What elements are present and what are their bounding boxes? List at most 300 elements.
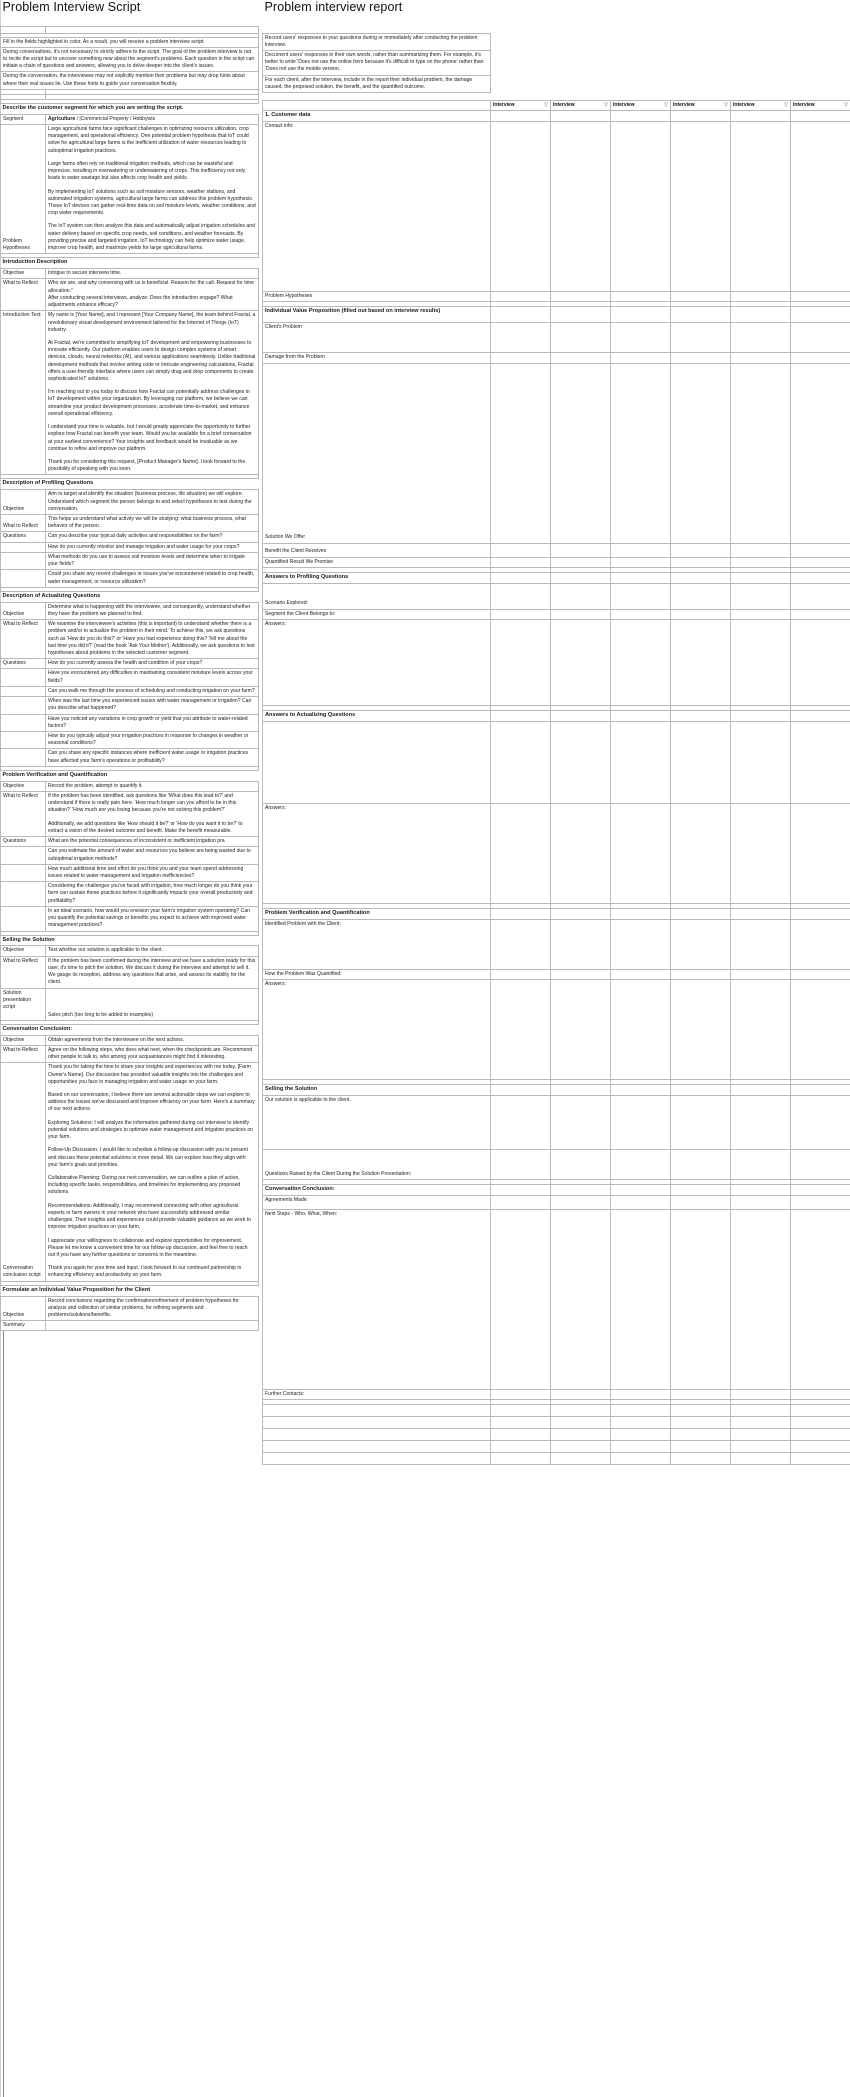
- interview-answer-cell[interactable]: [611, 572, 671, 583]
- interview-answer-cell[interactable]: [791, 1184, 850, 1195]
- interview-answer-cell[interactable]: [491, 1209, 551, 1389]
- interview-answer-cell[interactable]: [611, 1441, 671, 1453]
- interview-answer-cell[interactable]: [611, 1429, 671, 1441]
- right-section-heading: 1. Customer data: [263, 111, 491, 122]
- interview-answer-cell[interactable]: [491, 721, 551, 803]
- interview-answer-cell[interactable]: [791, 1453, 850, 1465]
- row-value[interactable]: Sales pitch (too long to be added to examples): [46, 988, 259, 1020]
- interview-answer-cell[interactable]: [551, 1389, 611, 1399]
- row-value[interactable]: Can you estimate the amount of water and resources you believe are being wasted due to suboptimal irrigation methods?: [46, 847, 259, 864]
- interview-answer-cell[interactable]: [611, 307, 671, 323]
- interview-answer-cell[interactable]: [611, 1084, 671, 1095]
- sheet-row: [1, 1296, 259, 1321]
- interview-answer-cell[interactable]: [731, 543, 791, 557]
- interview-answer-cell[interactable]: [491, 572, 551, 583]
- left-intro-text: Fill in the fields highlighted in color. As a result, you will receive a problem interview script.: [1, 37, 259, 47]
- interview-answer-cell[interactable]: [491, 1453, 551, 1465]
- row-value[interactable]: Agriculture / |Commercial Property / Hobbyists: [46, 114, 259, 124]
- interview-answer-cell[interactable]: [491, 323, 551, 353]
- interview-answer-cell[interactable]: [491, 1405, 551, 1417]
- interview-answer-cell[interactable]: [791, 1429, 850, 1441]
- interview-answer-cell[interactable]: [731, 1417, 791, 1429]
- interview-answer-cell[interactable]: [791, 1149, 850, 1179]
- row-label: What to Reflect: [1, 515, 46, 532]
- interview-answer-cell[interactable]: [731, 572, 791, 583]
- empty-cell: [551, 0, 611, 26]
- row-value[interactable]: Large agricultural farms face significant challenges in optimizing resource utilization, crop management, and operational efficiency. One potential problem hypothesis that IoT could solve for agricultural large farms is the inefficient utilization of water resources leading to suboptimal irrigation practices. Large farms often rely on traditional irrigation methods, which can be wasteful and imprecise, resulting in overwatering or underwatering of crops. This inefficiency not only leads to water wastage but also affects crop health and yields. By implementing IoT solutions such as soil moisture sensors, weather stations, and automated irrigation systems, agricultural large farms can address this problem hypothesis. These IoT devices can gather real-time data on soil moisture levels, weather conditions, and crop water requirements. The IoT system can then analyze this data and automatically adjust irrigation schedules and water delivery based on specific crop needs, soil conditions, and weather forecasts. By providing precise and targeted irrigation, IoT technology can help optimize water usage, improve crop health, and maximize yields for large agricultural farms.: [46, 124, 259, 253]
- filter-icon[interactable]: ▽: [664, 101, 668, 108]
- interview-answer-cell[interactable]: [491, 609, 551, 619]
- interview-answer-cell[interactable]: [491, 1084, 551, 1095]
- interview-answer-cell[interactable]: [551, 122, 611, 292]
- interview-answer-cell[interactable]: [791, 307, 850, 323]
- row-value[interactable]: Can you share any specific instances where inefficient water usage or irrigation practices have affected your farm's operations or profitability?: [46, 749, 259, 766]
- interview-answer-cell[interactable]: [611, 1405, 671, 1417]
- interview-answer-cell[interactable]: [791, 363, 850, 543]
- interview-answer-cell[interactable]: [671, 1429, 731, 1441]
- right-sheet-row: [263, 1095, 850, 1149]
- interview-answer-cell[interactable]: [731, 619, 791, 705]
- interview-answer-cell[interactable]: [731, 122, 791, 292]
- interview-answer-cell[interactable]: [551, 1184, 611, 1195]
- right-row-label: Contact info:: [263, 122, 491, 292]
- sheet-row: [1, 311, 259, 475]
- row-value[interactable]: In an ideal scenario, how would you envision your farm's irrigation system operating? Can you quantify the potential savings or benefits you expect to achieve with improved water management practices?: [46, 906, 259, 931]
- row-value[interactable]: If the problem has been identified, ask questions like 'What does this lead to?' and understand if there is really pain here. 'How much longer can you afford to be in this situation?' 'How much are you losing because you're not solving this problem?' Additionally, we add questions like 'How should it be?' or 'How do you want it to be?' to extract a vision of the desired outcome and benefit. Make the benefit measurable.: [46, 792, 259, 837]
- interview-answer-cell[interactable]: [611, 1195, 671, 1209]
- section-heading-row: [1, 591, 259, 602]
- interview-column-header[interactable]: [671, 101, 731, 111]
- interview-answer-cell[interactable]: [611, 919, 671, 969]
- interview-answer-cell[interactable]: [611, 969, 671, 979]
- row-value[interactable]: This helps us understand what activity we will be studying: what business process, what behavior of the person.: [46, 515, 259, 532]
- interview-answer-cell[interactable]: [551, 609, 611, 619]
- interview-answer-cell[interactable]: [671, 111, 731, 122]
- right-section-heading: Individual Value Proposition (filled out based on interview results): [263, 307, 491, 323]
- section-heading: Conversation Conclusion:: [1, 1024, 259, 1035]
- interview-answer-cell[interactable]: [551, 1405, 611, 1417]
- row-label: Objective: [1, 1035, 46, 1045]
- empty-cell: [671, 75, 731, 92]
- interview-answer-cell[interactable]: [791, 292, 850, 302]
- interview-answer-cell[interactable]: [491, 1389, 551, 1399]
- row-label: [1, 732, 46, 749]
- interview-answer-cell[interactable]: [731, 1084, 791, 1095]
- interview-answer-cell[interactable]: [611, 979, 671, 1079]
- interview-answer-cell[interactable]: [611, 111, 671, 122]
- interview-answer-cell[interactable]: [791, 323, 850, 353]
- interview-answer-cell[interactable]: [491, 583, 551, 609]
- interview-answer-cell[interactable]: [671, 557, 731, 567]
- left-intro-row: [1, 47, 259, 72]
- interview-answer-cell[interactable]: [731, 1441, 791, 1453]
- interview-answer-cell[interactable]: [791, 557, 850, 567]
- interview-answer-cell[interactable]: [791, 803, 850, 903]
- interview-answer-cell[interactable]: [671, 710, 731, 721]
- interview-answer-cell[interactable]: [611, 710, 671, 721]
- interview-answer-cell[interactable]: [551, 353, 611, 363]
- section-heading-row: [1, 258, 259, 269]
- right-row-label: Benefit the Client Receives: [263, 543, 491, 557]
- interview-answer-cell[interactable]: [611, 557, 671, 567]
- interview-answer-cell[interactable]: [551, 572, 611, 583]
- row-value[interactable]: What are the potential consequences of inconsistent or inefficient irrigation pra: [46, 837, 259, 847]
- interview-answer-cell[interactable]: [611, 1417, 671, 1429]
- interview-answer-cell[interactable]: [671, 1184, 731, 1195]
- interview-answer-cell[interactable]: [791, 1389, 850, 1399]
- interview-answer-cell[interactable]: [551, 1441, 611, 1453]
- interview-answer-cell[interactable]: [551, 1084, 611, 1095]
- sheet-row: [1, 686, 259, 696]
- interview-answer-cell[interactable]: [551, 721, 611, 803]
- interview-answer-cell[interactable]: [731, 1453, 791, 1465]
- interview-answer-cell[interactable]: [551, 583, 611, 609]
- interview-answer-cell[interactable]: [551, 1149, 611, 1179]
- interview-answer-cell[interactable]: [731, 1209, 791, 1389]
- interview-answer-cell[interactable]: [551, 908, 611, 919]
- left-page-title: Problem Interview Script: [1, 0, 259, 26]
- interview-answer-cell[interactable]: [731, 583, 791, 609]
- interview-answer-cell[interactable]: [671, 363, 731, 543]
- row-value[interactable]: What methods do you use to assess soil moisture levels and determine when to irrigate your fields?: [46, 552, 259, 569]
- empty-cell: [611, 93, 671, 101]
- interview-answer-cell[interactable]: [551, 557, 611, 567]
- interview-answer-cell[interactable]: [671, 721, 731, 803]
- sheet-row: [1, 602, 259, 619]
- interview-answer-cell[interactable]: [791, 919, 850, 969]
- right-row-label: Damage from the Problem: [263, 353, 491, 363]
- interview-answer-cell[interactable]: [491, 353, 551, 363]
- row-value[interactable]: Record conclusions regarding the confirmation/refinement of problem hypotheses for analysis and collection of similar problems, for refining segments and problems/solutions/benefits.: [46, 1296, 259, 1321]
- interview-answer-cell[interactable]: [791, 1195, 850, 1209]
- row-value[interactable]: Can you walk me through the process of scheduling and conducting irrigation on your farm?: [46, 686, 259, 696]
- row-label: Conversation conclusion script: [1, 1063, 46, 1281]
- interview-answer-cell[interactable]: [791, 111, 850, 122]
- interview-answer-cell[interactable]: [791, 1084, 850, 1095]
- empty-cell: [491, 0, 551, 26]
- right-sheet-row: [263, 583, 850, 609]
- empty-cell: [671, 0, 731, 26]
- interview-answer-cell[interactable]: [551, 1429, 611, 1441]
- interview-answer-cell[interactable]: [791, 1417, 850, 1429]
- row-value[interactable]: Can you describe your typical daily activities and responsibilities on the farm?: [46, 532, 259, 542]
- interview-answer-cell[interactable]: [491, 1149, 551, 1179]
- interview-answer-cell[interactable]: [731, 908, 791, 919]
- interview-answer-cell[interactable]: [551, 1417, 611, 1429]
- interview-answer-cell[interactable]: [551, 803, 611, 903]
- interview-answer-cell[interactable]: [671, 323, 731, 353]
- interview-answer-cell[interactable]: [671, 1084, 731, 1095]
- interview-answer-cell[interactable]: [731, 323, 791, 353]
- interview-answer-cell[interactable]: [551, 363, 611, 543]
- interview-column-header[interactable]: [611, 101, 671, 111]
- filter-icon[interactable]: ▽: [844, 101, 848, 108]
- right-intro-row: [263, 33, 850, 50]
- interview-answer-cell[interactable]: [671, 292, 731, 302]
- interview-answer-cell[interactable]: [671, 572, 731, 583]
- row-value[interactable]: How do you currently monitor and manage irrigation and water usage for your crops?: [46, 542, 259, 552]
- interview-answer-cell[interactable]: [791, 353, 850, 363]
- row-value[interactable]: How do you typically adjust your irrigation practices in response to changes in weather or seasonal conditions?: [46, 732, 259, 749]
- interview-answer-cell[interactable]: [551, 111, 611, 122]
- row-value[interactable]: [46, 1321, 259, 1331]
- interview-answer-cell[interactable]: [791, 1441, 850, 1453]
- interview-answer-cell[interactable]: [611, 1453, 671, 1465]
- interview-answer-cell[interactable]: [491, 908, 551, 919]
- row-value[interactable]: Record the problem, attempt to quantify it.: [46, 781, 259, 791]
- interview-answer-cell[interactable]: [791, 969, 850, 979]
- row-value[interactable]: How much additional time and effort do you think you and your team spend addressing issues related to water management and irrigation inefficiencies?: [46, 864, 259, 881]
- interview-answer-cell[interactable]: [791, 1405, 850, 1417]
- right-tail-row: [263, 1405, 850, 1417]
- interview-answer-cell[interactable]: [491, 969, 551, 979]
- row-value[interactable]: Test whether our solution is applicable to the client.: [46, 946, 259, 956]
- row-value[interactable]: Obtain agreements from the interviewee on the next actions.: [46, 1035, 259, 1045]
- right-sheet-row: [263, 969, 850, 979]
- interview-answer-cell[interactable]: [611, 122, 671, 292]
- interview-answer-cell[interactable]: [551, 1195, 611, 1209]
- sheet-row: [1, 124, 259, 253]
- interview-answer-cell[interactable]: [791, 583, 850, 609]
- interview-answer-cell[interactable]: [731, 969, 791, 979]
- right-intro-row: [263, 75, 850, 92]
- row-value[interactable]: Considering the challenges you've faced with irrigation, how much longer do you think your farm can sustain these practices before it significantly impacts your overall productivity and profitability?: [46, 882, 259, 907]
- interview-answer-cell[interactable]: [791, 543, 850, 557]
- row-value[interactable]: When was the last time you experienced issues with water management or irrigation? Can you describe what happened?: [46, 697, 259, 714]
- interview-answer-cell[interactable]: [491, 1095, 551, 1149]
- sheet-row: [1, 882, 259, 907]
- interview-answer-cell[interactable]: [611, 363, 671, 543]
- interview-column-header[interactable]: [791, 101, 850, 111]
- row-value[interactable]: How do you currently assess the health and condition of your crops?: [46, 659, 259, 669]
- sheet-row: [1, 669, 259, 686]
- interview-answer-cell[interactable]: [611, 619, 671, 705]
- interview-answer-cell[interactable]: [551, 543, 611, 557]
- interview-answer-cell[interactable]: [491, 1195, 551, 1209]
- interview-answer-cell[interactable]: [611, 1095, 671, 1149]
- interview-answer-cell[interactable]: [611, 721, 671, 803]
- interview-answer-cell[interactable]: [551, 919, 611, 969]
- interview-answer-cell[interactable]: [731, 1429, 791, 1441]
- interview-answer-cell[interactable]: [671, 1209, 731, 1389]
- row-value[interactable]: Determine what is happening with the interviewee, and consequently, understand whether they have the problem we planned to find.: [46, 602, 259, 619]
- interview-answer-cell[interactable]: [551, 969, 611, 979]
- interview-answer-cell[interactable]: [611, 1184, 671, 1195]
- right-row-label: Segment the Client Belongs to:: [263, 609, 491, 619]
- interview-answer-cell[interactable]: [791, 609, 850, 619]
- interview-answer-cell[interactable]: [551, 979, 611, 1079]
- interview-answer-cell[interactable]: [491, 307, 551, 323]
- left-intro-row: [1, 72, 259, 89]
- interview-answer-cell[interactable]: [791, 908, 850, 919]
- interview-answer-cell[interactable]: [671, 353, 731, 363]
- interview-answer-cell[interactable]: [551, 307, 611, 323]
- empty-cell: [551, 50, 611, 75]
- row-value[interactable]: Aim to target and identify the situation (business process, life situation) we will explore. Understand which segment the person belongs to and select hypotheses to test during the conversation.: [46, 490, 259, 515]
- interview-answer-cell[interactable]: [731, 1405, 791, 1417]
- interview-answer-cell[interactable]: [491, 1429, 551, 1441]
- interview-answer-cell[interactable]: [671, 619, 731, 705]
- interview-answer-cell[interactable]: [671, 1405, 731, 1417]
- interview-answer-cell[interactable]: [731, 979, 791, 1079]
- interview-answer-cell[interactable]: [731, 292, 791, 302]
- row-value[interactable]: We examine the interviewee's activities (this is important) to understand whether there is a problem and/or to actualize the problem in their mind. To achieve this, we ask questions such as 'How do you do this?' or 'Have you had experience doing this? Tell me about the last time you did it?' (read the book 'Ask Your Mother'). Additionally, we ask questions to test hypotheses about problems in the selected customer segment.: [46, 620, 259, 659]
- interview-answer-cell[interactable]: [491, 543, 551, 557]
- interview-answer-cell[interactable]: [671, 1095, 731, 1149]
- right-sheet-column: [262, 0, 850, 1465]
- interview-answer-cell[interactable]: [671, 122, 731, 292]
- right-intro-text: For each client, after the interview, include in the report their individual problem, the damage caused, the proposed solution, the benefit, and the quantified outcome.: [263, 75, 491, 92]
- interview-answer-cell[interactable]: [731, 353, 791, 363]
- interview-answer-cell[interactable]: [611, 908, 671, 919]
- interview-answer-cell[interactable]: [491, 619, 551, 705]
- sheet-row: [1, 946, 259, 956]
- filter-icon[interactable]: ▽: [724, 101, 728, 108]
- row-value[interactable]: Agree on the following steps, who does what next, when the checkpoints are. Recommend other people to talk to, who among your acquaintances might find it interesting.: [46, 1045, 259, 1062]
- interview-answer-cell[interactable]: [791, 721, 850, 803]
- row-value[interactable]: Thank you for taking the time to share your insights and experiences with me today, [Farm Owner's Name]. Our discussion has provided valuable insights into the challenges and opportunities you face in managing irrigation and water usage on your farm. Based on our conversation, I believe there are several actionable steps we can explore to address the issues we've discussed and improve efficiency on your farm. Here's a summary of our next actions: Exploring Solutions: I will analyze the information gathered during our interview to identify potential solutions and strategies to optimize water management and irrigation practices on your farm. Follow-Up Discussion: I would like to schedule a follow-up discussion with you to present and discuss these potential solutions in more detail. We can explore how they align with your farm's goals and priorities. Collaborative Planning: During our next conversation, we can outline a plan of action, including specific tasks, responsibilities, and timelines for implementing any proposed solutions. Recommendations: Additionally, I may recommend connecting with other agricultural experts or farm owners in your network who have successfully addressed similar challenges. Their insights and experiences could provide valuable guidance as we work to improve irrigation practices on your farm. I appreciate your willingness to collaborate and explore opportunities for improvement. Please let me know a convenient time for our follow-up discussion, and feel free to reach out if you have any further questions or concerns in the meantime. Thank you again for your time and input. I look forward to our continued partnership in enhancing efficiency and productivity on your farm.: [46, 1063, 259, 1281]
- filter-icon[interactable]: ▽: [784, 101, 788, 108]
- interview-answer-cell[interactable]: [491, 1184, 551, 1195]
- interview-column-header[interactable]: [731, 101, 791, 111]
- interview-column-header[interactable]: [551, 101, 611, 111]
- interview-answer-cell[interactable]: [491, 979, 551, 1079]
- interview-answer-cell[interactable]: [731, 721, 791, 803]
- row-value[interactable]: Have you noticed any variations in crop growth or yield that you attribute to water-related factors?: [46, 714, 259, 731]
- interview-answer-cell[interactable]: [611, 292, 671, 302]
- interview-answer-cell[interactable]: [491, 1441, 551, 1453]
- interview-answer-cell[interactable]: [791, 710, 850, 721]
- interview-answer-cell[interactable]: [791, 1095, 850, 1149]
- interview-answer-cell[interactable]: [731, 919, 791, 969]
- interview-answer-cell[interactable]: [551, 292, 611, 302]
- interview-answer-cell[interactable]: [791, 572, 850, 583]
- interview-answer-cell[interactable]: [671, 919, 731, 969]
- sheet-row: [1, 620, 259, 659]
- interview-answer-cell[interactable]: [551, 1453, 611, 1465]
- interview-answer-cell[interactable]: [731, 1184, 791, 1195]
- right-section-heading: Problem Verification and Quantification: [263, 908, 491, 919]
- empty-cell[interactable]: [263, 1441, 491, 1453]
- interview-answer-cell[interactable]: [551, 1209, 611, 1389]
- interview-answer-cell[interactable]: [671, 307, 731, 323]
- interview-answer-cell[interactable]: [731, 363, 791, 543]
- interview-answer-cell[interactable]: [671, 908, 731, 919]
- empty-cell[interactable]: [263, 1417, 491, 1429]
- interview-answer-cell[interactable]: [671, 803, 731, 903]
- interview-answer-cell[interactable]: [791, 1209, 850, 1389]
- interview-answer-cell[interactable]: [731, 609, 791, 619]
- row-value[interactable]: Could you share any recent challenges or issues you've encountered related to crop health, water management, or resource utilization?: [46, 570, 259, 587]
- interview-answer-cell[interactable]: [611, 323, 671, 353]
- interview-answer-cell[interactable]: [491, 122, 551, 292]
- interview-answer-cell[interactable]: [491, 292, 551, 302]
- row-value[interactable]: Have you encountered any difficulties in maintaining consistent moisture levels across your fields?: [46, 669, 259, 686]
- interview-column-header[interactable]: [491, 101, 551, 111]
- interview-answer-cell[interactable]: [671, 1195, 731, 1209]
- row-value[interactable]: If the problem has been confirmed during the interview and we have a solution ready for this user, it's time to pitch the solution. We discuss it during the interview and attempt to sell it. We gauge its reception, address any questions that arise, and assess its viability for the client.: [46, 956, 259, 988]
- interview-answer-cell[interactable]: [551, 1095, 611, 1149]
- interview-answer-cell[interactable]: [611, 353, 671, 363]
- interview-answer-cell[interactable]: [611, 1209, 671, 1389]
- row-value[interactable]: Intrigue to secure interview time.: [46, 269, 259, 279]
- interview-answer-cell[interactable]: [791, 122, 850, 292]
- empty-cell[interactable]: [263, 1453, 491, 1465]
- empty-cell: [611, 26, 671, 33]
- right-row-label: Answers:: [263, 803, 491, 903]
- row-value[interactable]: My name is [Your Name], and I represent [Your Company Name], the team behind Fractal, a revolutionary visual development environment tailored for the Internet of Things (IoT) industry. At Fractal, we're committed to simplifying IoT development and empowering businesses to innovate efficiently. Our platform enables users to design complex systems of smart devices, clouds, neural networks (AI), and various applications seamlessly. Unlike traditional development methods that involve writing code or intricate engineering calculations, Fractal offers a user-friendly interface where users can simply drag and drop components to create sophisticated IoT solutions. I'm reaching out to you today to discuss how Fractal can potentially address challenges in IoT development within your organization. By leveraging our platform, we believe we can streamline your product development processes, accelerate time-to-market, and enhance overall operational efficiency. I understand your time is valuable, but I would greatly appreciate the opportunity to further explore how Fractal can benefit your team. Would you be available for a brief conversation at your earliest convenience? Your insights and feedback would be invaluable as we continue to refine and improve our platform. Thank you for considering this request, [Product Manager's Name]. I look forward to the possibility of speaking with you soon.: [46, 311, 259, 475]
- interview-answer-cell[interactable]: [611, 609, 671, 619]
- interview-answer-cell[interactable]: [611, 1149, 671, 1179]
- interview-answer-cell[interactable]: [551, 323, 611, 353]
- interview-answer-cell[interactable]: [731, 557, 791, 567]
- filter-icon[interactable]: ▽: [544, 101, 548, 108]
- interview-answer-cell[interactable]: [611, 803, 671, 903]
- interview-answer-cell[interactable]: [491, 919, 551, 969]
- interview-answer-cell[interactable]: [671, 1149, 731, 1179]
- interview-answer-cell[interactable]: [491, 803, 551, 903]
- interview-answer-cell[interactable]: [491, 710, 551, 721]
- interview-answer-cell[interactable]: [731, 1149, 791, 1179]
- sheet-row: [1, 1321, 259, 1331]
- interview-answer-cell[interactable]: [671, 543, 731, 557]
- filter-icon[interactable]: ▽: [604, 101, 608, 108]
- interview-answer-cell[interactable]: [731, 1195, 791, 1209]
- interview-answer-cell[interactable]: [731, 1389, 791, 1399]
- interview-answer-cell[interactable]: [671, 1389, 731, 1399]
- interview-answer-cell[interactable]: [491, 1417, 551, 1429]
- interview-column-label: Interview: [733, 102, 755, 109]
- interview-answer-cell[interactable]: [551, 619, 611, 705]
- interview-answer-cell[interactable]: [671, 583, 731, 609]
- right-sheet-row: [263, 979, 850, 1079]
- interview-answer-cell[interactable]: [791, 619, 850, 705]
- interview-answer-cell[interactable]: [611, 543, 671, 557]
- empty-cell[interactable]: [263, 1429, 491, 1441]
- interview-answer-cell[interactable]: [671, 979, 731, 1079]
- interview-answer-cell[interactable]: [791, 979, 850, 1079]
- left-intro-text: During conversations, it's not necessary to strictly adhere to the script. The goal of the problem interview is not to recite the script but to uncover something new about the segment's problems. Each question in the script can initiate a chain of questions and answers, allowing you to delve deeper into the client's issues.: [1, 47, 259, 72]
- row-label: Segment: [1, 114, 46, 124]
- interview-answer-cell[interactable]: [611, 583, 671, 609]
- interview-answer-cell[interactable]: [731, 1095, 791, 1149]
- interview-answer-cell[interactable]: [671, 1417, 731, 1429]
- empty-cell: [791, 93, 850, 101]
- interview-answer-cell[interactable]: [731, 307, 791, 323]
- row-value[interactable]: Who we are, and why conversing with us is beneficial. Reason for the call. Request for time allocation." After conducting several interviews, analyze: Does the introduction engage? What adjustments enhance efficacy?: [46, 279, 259, 311]
- interview-answer-cell[interactable]: [491, 111, 551, 122]
- interview-answer-cell[interactable]: [611, 1389, 671, 1399]
- row-label: Objective: [1, 781, 46, 791]
- interview-answer-cell[interactable]: [671, 609, 731, 619]
- sheet-row: [1, 279, 259, 311]
- interview-answer-cell[interactable]: [491, 557, 551, 567]
- right-sheet-row: [263, 557, 850, 567]
- interview-answer-cell[interactable]: [731, 710, 791, 721]
- empty-cell: [731, 75, 791, 92]
- interview-answer-cell[interactable]: [671, 969, 731, 979]
- interview-answer-cell[interactable]: [731, 803, 791, 903]
- interview-answer-cell[interactable]: [671, 1453, 731, 1465]
- empty-cell[interactable]: [263, 1405, 491, 1417]
- interview-answer-cell[interactable]: [671, 1441, 731, 1453]
- right-sheet-row: [263, 543, 850, 557]
- interview-answer-cell[interactable]: [491, 363, 551, 543]
- row-label: [1, 749, 46, 766]
- right-section-heading-row: [263, 1184, 850, 1195]
- interview-answer-cell[interactable]: [731, 111, 791, 122]
- interview-answer-cell[interactable]: [551, 710, 611, 721]
